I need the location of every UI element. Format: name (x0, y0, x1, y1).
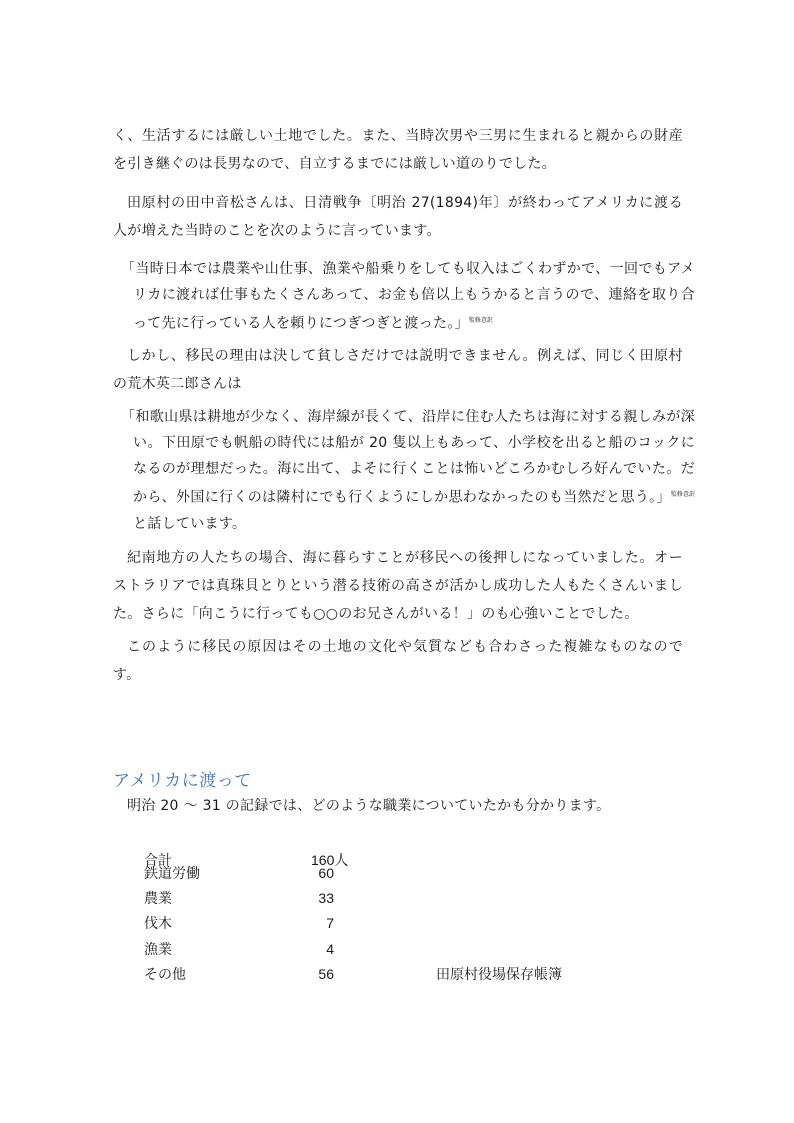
stats-row-label: 漁業 (144, 941, 172, 957)
stats-row-value: 56 (318, 966, 334, 982)
stats-row-label: 伐木 (144, 915, 172, 931)
stats-row-label: 鉄道労働 (144, 865, 200, 881)
stats-total-label: 合計 (144, 852, 172, 868)
quote-araki-tail: と話しています。 (133, 515, 247, 532)
stats-row-value: 7 (326, 915, 334, 931)
stats-row-value: 60 (318, 865, 334, 881)
quote-tanaka-note: 監修意訳 (468, 317, 493, 324)
stats-row-label: 農業 (144, 890, 172, 906)
section-heading: アメリカに渡って (113, 771, 252, 791)
paragraph-araki-intro: しかし、移民の理由は決して貧しさだけでは説明できません。例えば、同じく田原村の荒木英二郎さんは (113, 348, 683, 392)
paragraph-kinan: 紀南地方の人たちの場合、海に暮らすことが移民への後押しになっていました。オーストラリアでは真珠貝とりという潜る技術の高さが活かし成功した人もたくさんいました。さらに「向こうに行っても○○のお兄さんがいる！」のも心強いことでした。 (113, 550, 683, 622)
stats-row-value: 4 (326, 941, 334, 957)
quote-araki-note: 監修意訳 (670, 491, 695, 498)
stats-source: 田原村役場保存帳簿 (436, 966, 562, 982)
quote-tanaka-text: 「当時日本では農業や山仕事、漁業や船乗りをしても収入はごくわずかで、一回でもアメリカに渡れば仕事もたくさんあって、お金も倍以上もうかると言うので、連絡を取り合って先に行っている人を頼りにつぎつぎと渡った。」 (121, 261, 695, 332)
stats-total-value: 160人 (311, 852, 349, 868)
section-intro: 明治 20 ～ 31 の記録では、どのような職業についていたかも分かります。 (127, 798, 611, 814)
stats-row-label: その他 (144, 966, 186, 982)
paragraph-tanaka-intro: 田原村の田中音松さんは、日清戦争〔明治 27(1894)年〕が終わってアメリカに渡る人が増えた当時のことを次のように言っています。 (113, 195, 683, 239)
quote-araki-text: 「和歌山県は耕地が少なく、海岸線が長くて、沿岸に住む人たちは海に対する親しみが深い。下田原でも帆船の時代には船が 20 隻以上もあって、小学校を出ると船のコックになるのが理想だった。海に出て、よそに行くことは怖いどころかむしろ好んでいた。だから、外国に行くのは隣村にでも行くようにしか思わなかったのも当然だと思う。」 (121, 409, 695, 506)
paragraph-conclusion: このように移民の原因はその土地の文化や気質なども合わさった複雑なものなのです。 (113, 639, 683, 683)
paragraph-inheritance: く、生活するには厳しい土地でした。また、当時次男や三男に生まれると親からの財産を引き継ぐのは長男なので、自立するまでには厳しい道のりでした。 (113, 128, 683, 172)
stats-row-value: 33 (318, 890, 334, 906)
